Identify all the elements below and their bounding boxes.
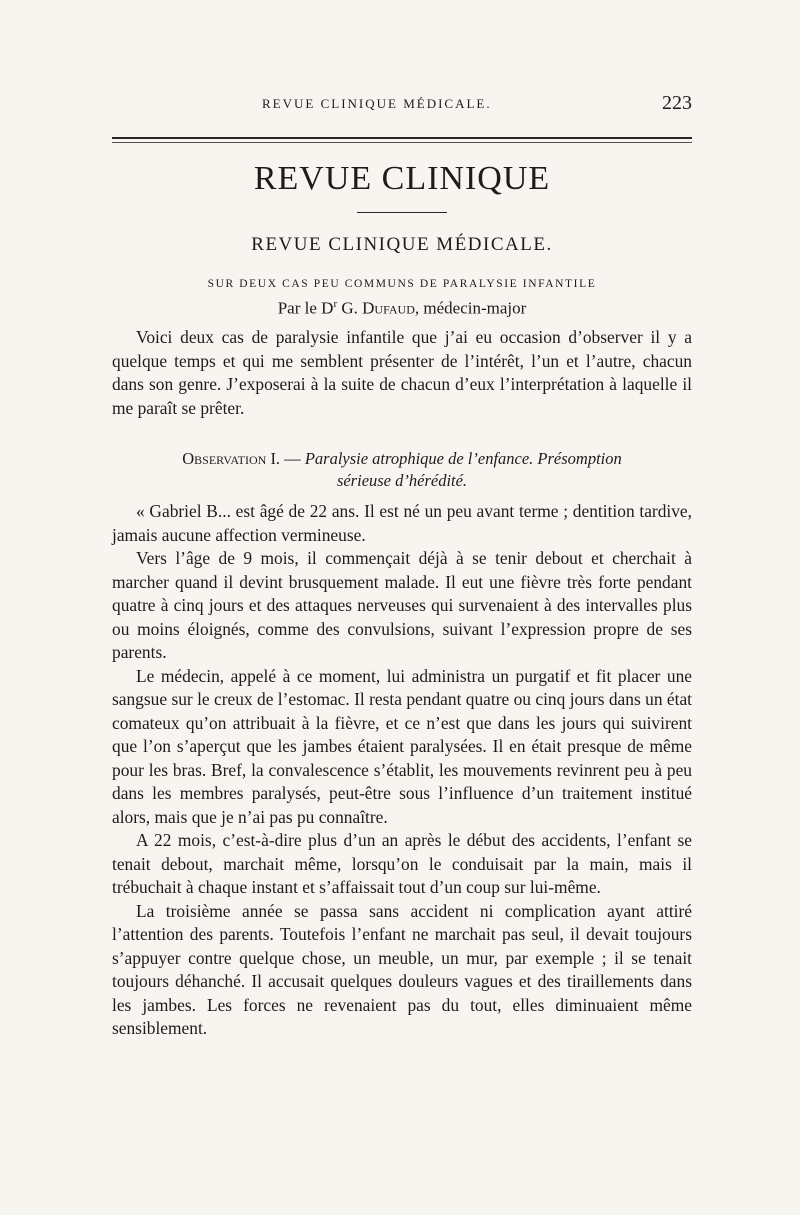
author-suffix: , médecin-major	[414, 298, 527, 318]
section-title: REVUE CLINIQUE	[253, 160, 551, 197]
author-prefix: Par le D	[277, 298, 334, 318]
paragraph: « Gabriel B... est âgé de 22 ans. Il est né un peu avant terme ; dentition tardive, jamais aucune affection vermineuse.	[112, 501, 692, 545]
author-line	[112, 298, 692, 319]
running-title: REVUE CLINIQUE MÉDICALE.	[262, 96, 492, 111]
subsection-title: REVUE CLINIQUE MÉDICALE.	[251, 234, 553, 255]
observation-heading-line2: sérieuse d’hérédité.	[336, 471, 468, 490]
intro-block	[112, 326, 692, 420]
book-page	[112, 0, 692, 1215]
page-number: 223	[662, 92, 692, 114]
observation-heading	[112, 448, 692, 492]
observation-dash: —	[280, 449, 305, 468]
running-head	[112, 92, 692, 120]
paragraph: A 22 mois, c’est-à-dire plus d’un an après le début des accidents, l’enfant se tenait debout, marchait même, lorsqu’on le conduisait par la main, mais il trébuchait à chaque instant et s’affaissait tout d’un coup sur lui-même.	[112, 830, 692, 897]
observation-heading-line1: Paralysie atrophique de l’enfance. Présomption	[304, 449, 622, 468]
author-sup: r	[333, 298, 338, 310]
author-name: G. Dufaud	[341, 298, 415, 318]
paragraph: Le médecin, appelé à ce moment, lui administra un purgatif et fit placer une sangsue sur le creux de l’estomac. Il resta pendant quatre ou cinq jours dans un état comateux qu’on attribuait à la fièvre, et ce n’est que dans les jours qui suivirent que l’on s’aperçut que les jambes étaient paralysées. Il en était presque de même pour les bras. Bref, la convalescence s’établit, les mouvements revinrent peu à peu dans les membres paralysés, peut-être sous l’influence d’un traitement institué alors, mais que je n’ai pas pu connaître.	[112, 665, 692, 827]
article-title: SUR DEUX CAS PEU COMMUNS DE PARALYSIE INFANTILE	[207, 278, 597, 290]
observation-body	[112, 500, 692, 1041]
paragraph: Vers l’âge de 9 mois, il commençait déjà à se tenir debout et cherchait à marcher quand il devint brusquement malade. Il eut une fièvre très forte pendant quatre à cinq jours et des attaques nerveuses qui survenaient à des intervalles plus ou moins éloignés, comme des convulsions, suivant l’expression propre de ses parents.	[112, 548, 692, 662]
observation-label: Observation I.	[182, 449, 281, 468]
header-rule-thick	[112, 137, 692, 139]
header-rule-thin	[112, 142, 692, 143]
title-rule	[357, 212, 447, 213]
paragraph: La troisième année se passa sans accident ni complication ayant attiré l’attention des parents. Toutefois l’enfant ne marchait pas seul, il devait toujours s’appuyer contre quelque chose, un meuble, un mur, par exemple ; il se tenait toujours déhanché. Il accusait quelques douleurs vagues et des tiraillements dans les jambes. Les forces ne revenaient pas du tout, elles diminuaient même sensiblement.	[112, 900, 692, 1038]
intro-paragraph: Voici deux cas de paralysie infantile que j’ai eu occasion d’observer il y a quelque temps et qui me semblent présenter de l’intérêt, l’un et l’autre, chacun dans son genre. J’exposerai à la suite de chacun d’eux l’interprétation à laquelle il me paraît se prêter.	[112, 327, 692, 418]
